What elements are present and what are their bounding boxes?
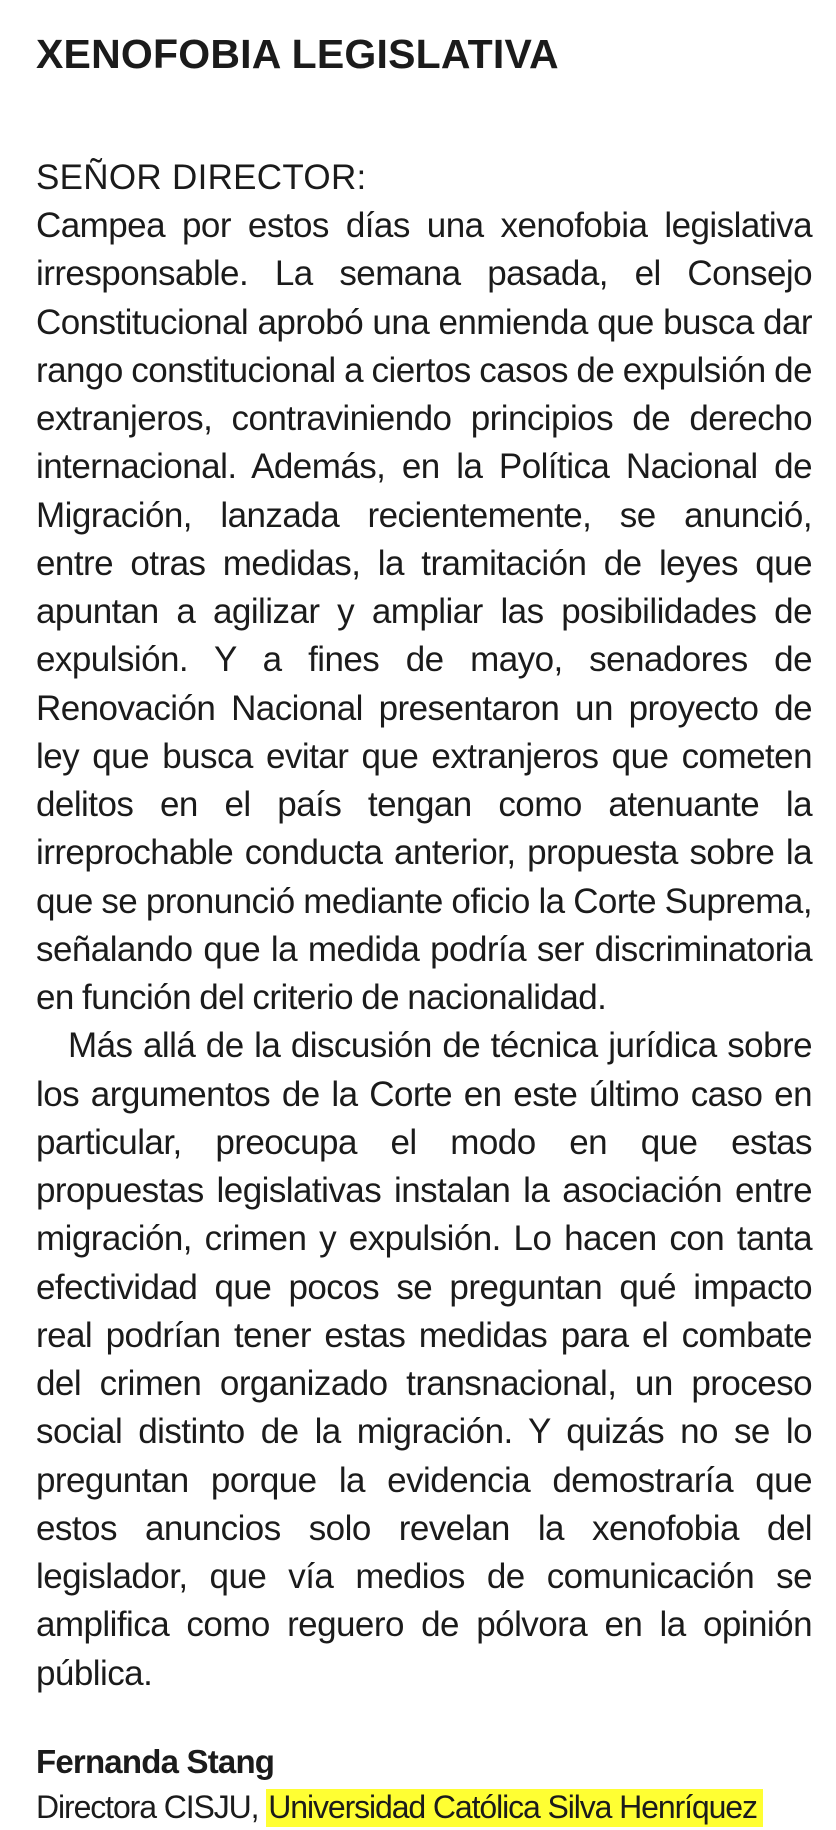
author-role bbox=[36, 1784, 812, 1830]
letter-headline: XENOFOBIA LEGISLATIVA bbox=[36, 31, 559, 77]
letter-column bbox=[36, 28, 812, 1830]
role-prefix: Directora CISJU, bbox=[36, 1788, 267, 1825]
body-paragraph-1: Campea por estos días una xenofobia legislativa irresponsable. La semana pasada, el Consejo Constitucional aprobó una enmienda que busca dar rango constitucional a ciertos casos de expulsión de extranjeros, contraviniendo principios de derecho internacional. Además, en la Política Nacional de Migración, lanzada recientemente, se anunció, entre otras medidas, la tramitación de leyes que apuntan a agilizar y ampliar las posibilidades de expulsión. Y a fines de mayo, senadores de Renovación Nacional presentaron un proyecto de ley que busca evitar que extranjeros que cometen delitos en el país tengan como atenuante la irreprochable conducta anterior, propuesta sobre la que se pronunció mediante oficio la Corte Suprema, señalando que la medida podría ser discriminatoria en función del criterio de nacionalidad. bbox=[36, 206, 812, 1017]
salutation: SEÑOR DIRECTOR: bbox=[36, 158, 367, 197]
signature-block bbox=[36, 1740, 812, 1830]
body-paragraph-2: Más allá de la discusión de técnica jurídica sobre los argumentos de la Corte en este último caso en particular, preocupa el modo en que estas propuestas legislativas instalan la asociación entre migración, crimen y expulsión. Lo hacen con tanta efectividad que pocos se preguntan qué impacto real podrían tener estas medidas para el combate del crimen organizado transnacional, un proceso social distinto de la migración. Y quizás no se lo preguntan porque la evidencia demostraría que estos anuncios solo revelan la xenofobia del legislador, que vía medios de comunicación se amplifica como reguero de pólvora en la opinión pública. bbox=[36, 1026, 812, 1693]
institution-highlighted: Universidad Católica Silva Henríquez bbox=[266, 1789, 763, 1827]
author-name: Fernanda Stang bbox=[36, 1742, 275, 1780]
